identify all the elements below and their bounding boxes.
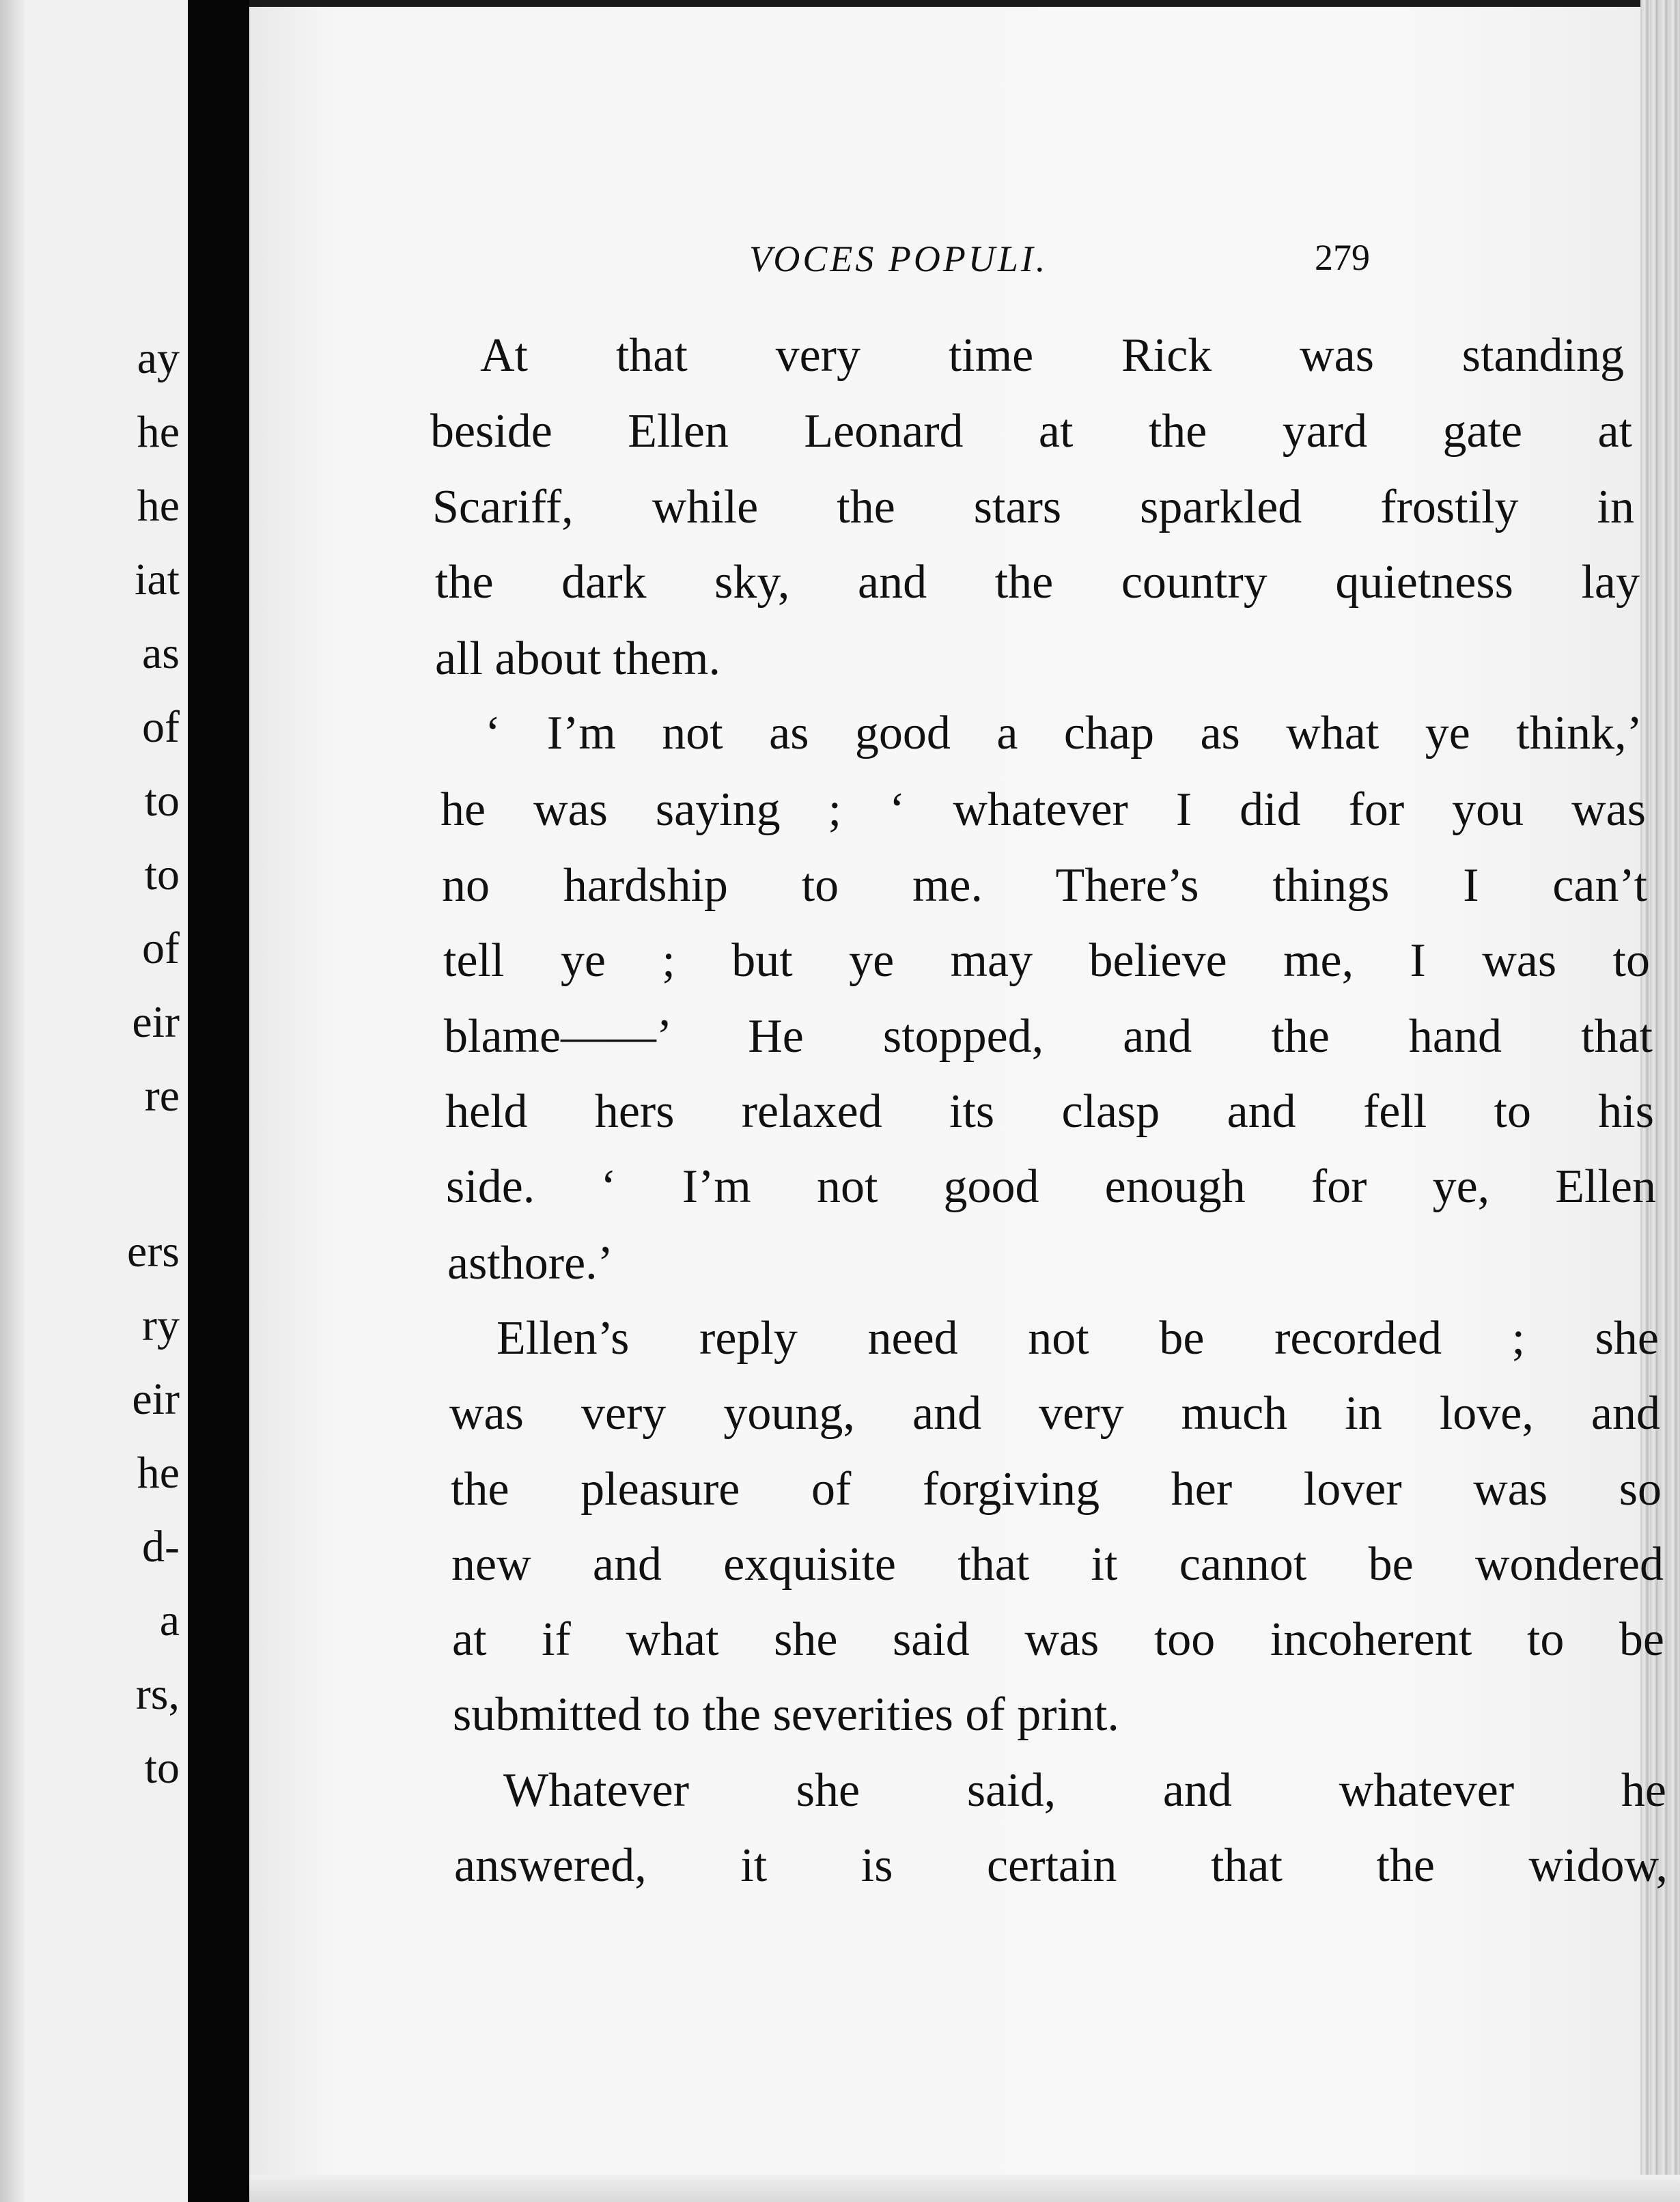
text-line: tell ye ; but ye may believe me, I was to (443, 934, 1650, 987)
left-page-line: to (144, 1743, 180, 1793)
page-top-border (249, 0, 1680, 7)
left-page-line: he (137, 481, 180, 531)
text-line: answered, it is certain that the widow, (454, 1839, 1668, 1892)
left-page-line: d- (142, 1522, 180, 1572)
text-line: side. ‘ I’m not good enough for ye, Ellen (446, 1160, 1656, 1213)
running-head: VOCES POPULI. (749, 238, 1048, 279)
book-page (249, 0, 1680, 2202)
text-line: At that very time Rick was standing (480, 329, 1624, 382)
text-line: Whatever she said, and whatever he (503, 1764, 1666, 1817)
text-line: the pleasure of forgiving her lover was so (451, 1463, 1662, 1516)
left-page-line: to (144, 776, 180, 826)
text-line: the dark sky, and the country quietness lay (435, 556, 1640, 609)
left-page-line: eir (132, 1374, 180, 1424)
left-page-line: to (144, 850, 180, 900)
text-line: asthore.’ (447, 1237, 613, 1290)
text-line: at if what she said was too incoherent to be (452, 1613, 1664, 1666)
text-line: new and exquisite that it cannot be wondered (451, 1538, 1664, 1591)
left-page-line: ay (137, 333, 180, 383)
left-page-line: ry (142, 1300, 180, 1350)
binding-gutter (188, 0, 249, 2202)
text-line: he was saying ; ‘ whatever I did for you was (440, 783, 1646, 836)
left-page-line: as (142, 628, 180, 678)
text-line: ‘ I’m not as good a chap as what ye think,’ (485, 707, 1642, 759)
left-page-line: rs, (135, 1669, 180, 1719)
page-number: 279 (1315, 237, 1370, 278)
page-bottom-edge (249, 2175, 1680, 2202)
left-page-line: he (137, 1448, 180, 1498)
text-line: held hers relaxed its clasp and fell to his (445, 1085, 1654, 1138)
text-line: all about them. (435, 632, 720, 685)
left-page-line: of (142, 923, 180, 973)
left-page-line: eir (132, 997, 180, 1047)
text-line: blame——’ He stopped, and the hand that (444, 1010, 1653, 1063)
text-line: was very young, and very much in love, and (449, 1387, 1660, 1440)
left-page-line: iat (135, 555, 180, 604)
text-line: Ellen’s reply need not be recorded ; she (496, 1312, 1659, 1365)
left-page-line: a (159, 1595, 180, 1645)
left-page-line: he (137, 407, 180, 457)
text-line: submitted to the severities of print. (453, 1688, 1119, 1741)
left-page-line: ers (127, 1227, 180, 1277)
text-line: Scariff, while the stars sparkled frostily in (432, 481, 1634, 533)
left-page-line: of (142, 702, 180, 752)
left-page-line: re (144, 1071, 180, 1121)
left-page-edge-shadow (0, 0, 25, 2202)
text-line: no hardship to me. There’s things I can’t (442, 859, 1647, 912)
left-page-fragment (0, 0, 188, 2202)
text-line: beside Ellen Leonard at the yard gate at (430, 405, 1632, 458)
